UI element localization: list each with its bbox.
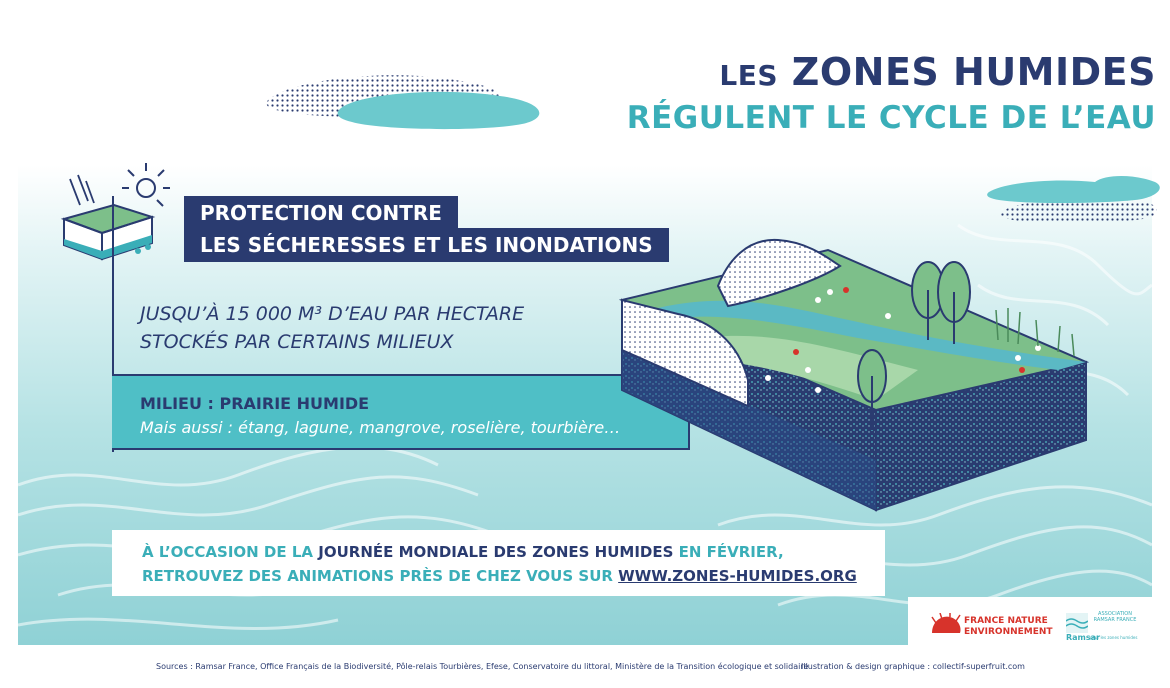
footer-credit: Illustration & design graphique : collectif-superfruit.com [801,662,1025,671]
title-subline: RÉGULENT LE CYCLE DE L’EAU [626,100,1156,136]
cta-highlight: JOURNÉE MONDIALE DES ZONES HUMIDES [318,543,674,561]
hedgehog-icon [930,613,962,635]
heading-line2: LES SÉCHERESSES ET LES INONDATIONS [184,228,669,262]
ramsar-assoc: ASSOCIATION RAMSAR FRANCE [1093,611,1137,623]
fne-logo [930,613,1053,639]
milieu-also: Mais aussi : étang, lagune, mangrove, roselière, tourbière… [140,418,621,437]
stat-line1: JUSQU’À 15 000 M³ D’EAU PAR HECTARE [140,303,525,325]
ramsar-name: Ramsar [1066,633,1100,642]
ramsar-waves-icon [1066,613,1088,633]
title-main: ZONES HUMIDES [791,50,1156,94]
milieu-box [112,374,690,450]
partner-logos [908,597,1152,649]
stat-text [140,300,524,356]
rain-icon [70,175,94,205]
ramsar-tag: pour les zones humides [1090,635,1138,640]
cloud-icon [260,68,550,133]
ramsar-logo [1066,611,1138,642]
wetland-illustration [618,230,1093,515]
website-link[interactable]: WWW.ZONES-HUMIDES.ORG [618,567,857,585]
heading-line1: PROTECTION CONTRE [184,196,458,230]
cloud-icon [985,172,1165,227]
cta-part2: EN FÉVRIER, [673,543,784,561]
sun-icon [122,163,170,206]
cta-part1: À L’OCCASION DE LA [142,543,319,561]
cta-line2: RETROUVEZ DES ANIMATIONS PRÈS DE CHEZ VOUS SUR [142,567,619,585]
footer [156,662,1025,671]
stat-line2: STOCKÉS PAR CERTAINS MILIEUX [140,331,454,353]
wetland-cube-icon [58,155,170,275]
footer-sources: Sources : Ramsar France, Office Français de la Biodiversité, Pôle-relais Tourbières, Efese, Conservatoire du littoral, Ministère de la Transition écologique et solidaire [156,662,809,671]
fne-line1: FRANCE NATURE [964,616,1048,626]
call-to-action [112,530,885,596]
poster-title [627,50,1156,138]
title-prefix: LES [719,59,779,92]
fne-line2: ENVIRONNEMENT [964,627,1053,637]
milieu-label: MILIEU : PRAIRIE HUMIDE [140,394,370,413]
